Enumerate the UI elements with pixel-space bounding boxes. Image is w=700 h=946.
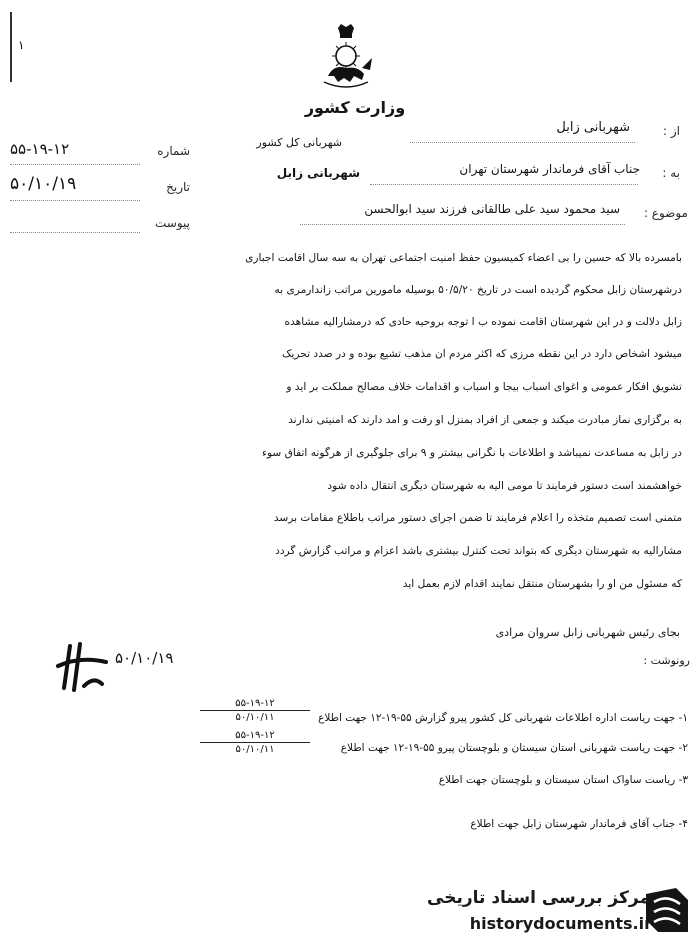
subject-rule — [300, 224, 625, 225]
copy-item: ۱- جهت ریاست اداره اطلاعات شهربانی کل کشور پیرو گزارش ۵۵-۱۹-۱۲ جهت اطلاع — [318, 712, 688, 724]
department-name: شهربانی کل کشور — [256, 136, 342, 149]
subject-label: موضوع : — [643, 206, 688, 220]
number-rule — [10, 164, 140, 165]
number-label: شماره — [157, 144, 190, 158]
from-value: شهربانی زابل — [556, 120, 630, 135]
reference-number: ۵۵-۱۹-۱۲ — [200, 698, 310, 711]
date-rule — [10, 200, 140, 201]
body-line: میشود اشخاص دارد در این نقطه مرزی که اکثر مردم آن مذهب تشیع بوده و در صدد تحریک — [281, 348, 682, 360]
from-rule — [410, 142, 635, 143]
signature-date: ۵۰/۱۰/۱۹ — [115, 649, 174, 667]
body-line: به برگزاری نماز مبادرت میکند و جمعی از افراد بمنزل او رفت و آمد دارند که امنیتی ندارند — [288, 414, 682, 426]
reference-date: ۵۰/۱۰/۱۱ — [235, 744, 275, 755]
copy-reference — [200, 698, 310, 723]
copies-heading: رونوشت : — [643, 654, 690, 667]
attachment-label: پیوست — [155, 216, 190, 230]
to-label: به : — [662, 166, 680, 180]
body-line: که مسئول من او را بشهرستان منتقل نمایند اقدام لازم بعمل آید — [402, 578, 682, 590]
from-label: از : — [663, 124, 680, 138]
signature-text: بجای رئیس شهربانی زابل سروان مرادی — [495, 626, 680, 639]
reference-date: ۵۰/۱۰/۱۱ — [235, 712, 275, 723]
date-label: تاریخ — [166, 180, 190, 194]
to-rule — [370, 184, 638, 185]
body-line: زابل دلالت و در این شهرستان اقامت نموده ب ا توجه بروحیه حادی که درمشارالیه مشاهده — [284, 316, 682, 328]
number-value: ۵۵-۱۹-۱۲ — [10, 140, 70, 158]
watermark-title: مرکز بررسی اسناد تاریخی — [427, 888, 650, 908]
body-line: بامسرده بالا که حسین را بی اعضاء کمیسیون حفظ امنیت اجتماعی تهران به سه سال اقامت اجباری — [245, 252, 682, 264]
copy-item: ۳- ریاست ساواک استان سیستان و بلوچستان جهت اطلاع — [438, 774, 688, 786]
corner-stamp-text: ۱ — [18, 38, 25, 52]
subject-value: سید محمود سید علی طالقانی فرزند سید ابوالحسن — [364, 202, 620, 216]
copy-item: ۲- جهت ریاست شهربانی استان سیستان و بلوچستان پیرو ۵۵-۱۹-۱۲ جهت اطلاع — [340, 742, 688, 754]
watermark-url: historydocuments.ir — [469, 914, 652, 933]
lion-and-sun-emblem-icon — [314, 22, 378, 94]
body-line: متمنی است تصمیم متخذه را اعلام فرمایند تا ضمن اجرای دستور مراتب باطلاع مقامات برسد — [273, 512, 682, 524]
reference-number: ۵۵-۱۹-۱۲ — [200, 730, 310, 743]
body-line: تشویق افکار عمومی و اغوای اسباب بیجا و اسباب و اقدامات خلاف مصالح مملکت بر آید و — [286, 381, 682, 393]
body-line: درشهرستان زابل محکوم گردیده است در تاریخ ۵۰/۵/۲۰ بوسیله مامورین مراتب زاندارمری به — [274, 284, 682, 296]
attachment-rule — [10, 232, 140, 233]
to-value: جناب آقای فرماندار شهرستان تهران — [459, 162, 640, 176]
copy-reference — [200, 730, 310, 755]
body-line: خواهشمند است دستور فرمایند تا مومی الیه به شهرستان دیگری انتقال داده شود — [327, 480, 682, 492]
date-value: ۵۰/۱۰/۱۹ — [10, 174, 77, 194]
ministry-title: وزارت کشور — [304, 98, 406, 117]
corner-stamp — [10, 12, 36, 82]
copy-item: ۴- جناب آقای فرماندار شهرستان زابل جهت اطلاع — [470, 818, 688, 830]
handwritten-signature-icon — [50, 636, 120, 696]
body-line: در زابل به مساعدت نمیباشد و اطلاعات با نگرانی بیشتر و ۹ برای جلوگیری از هرگونه اتفاق سوء — [261, 447, 682, 459]
body-line: مشارالیه به شهرستان دیگری که بتواند تحت کنترل بیشتری باشد اعزام و مراتب گزارش گردد — [275, 545, 682, 557]
department-sub: شهربانی زابل — [276, 166, 360, 180]
